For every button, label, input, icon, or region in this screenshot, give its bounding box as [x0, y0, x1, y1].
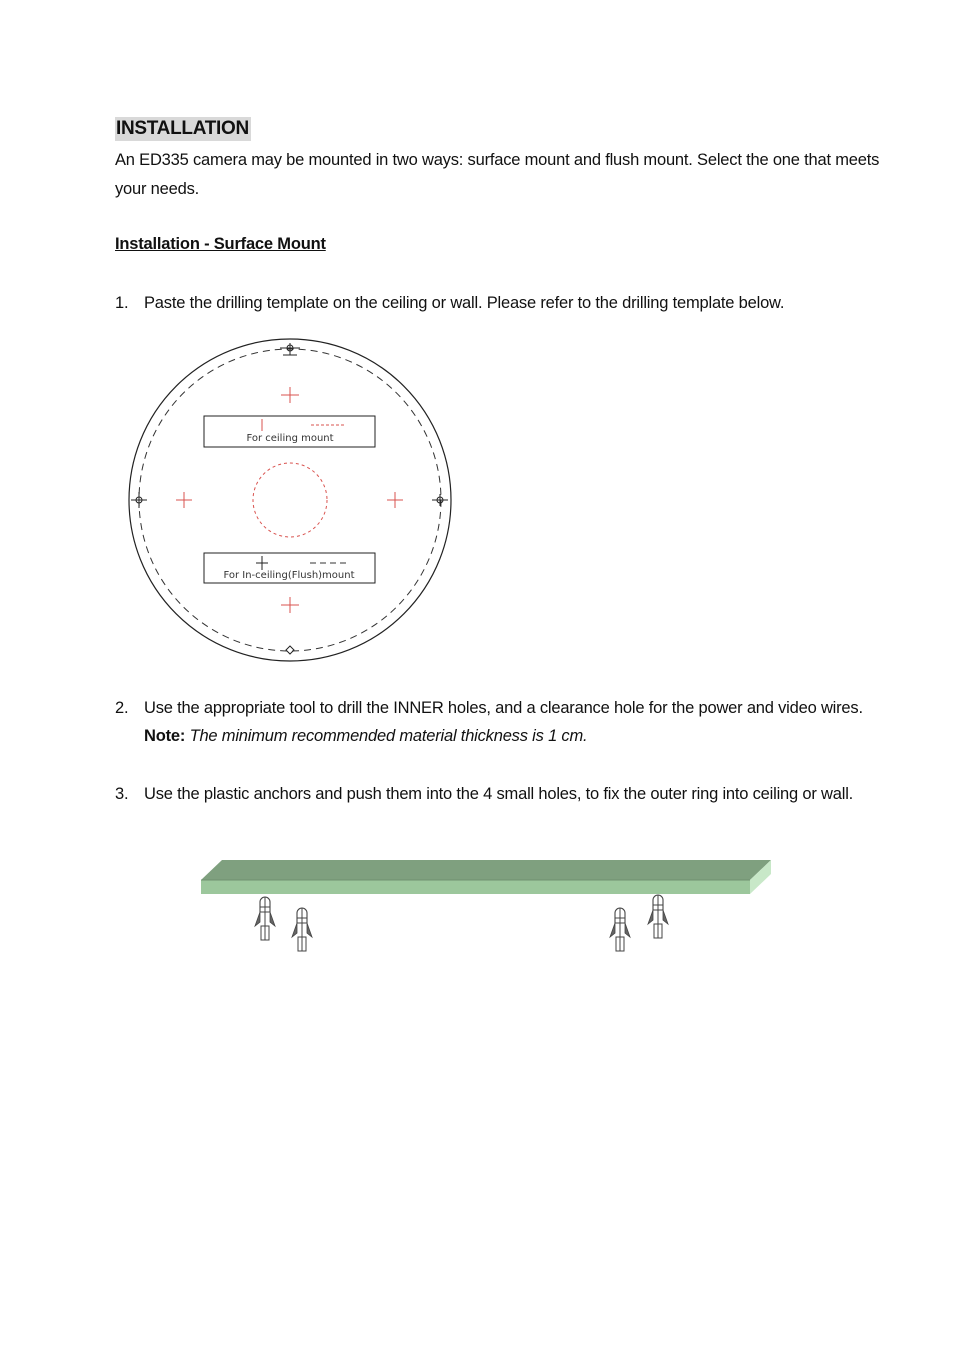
- board-top: [201, 860, 771, 880]
- flush-mount-label: For In-ceiling(Flush)mount: [223, 570, 355, 581]
- step-3: [115, 780, 895, 810]
- note-label: Note:: [144, 727, 186, 745]
- step-text: Paste the drilling template on the ceiling or wall. Please refer to the drilling template below.: [144, 294, 785, 312]
- subsection-title: Installation - Surface Mount: [115, 235, 326, 253]
- plastic-anchor-icon: [292, 908, 312, 951]
- drilling-template-diagram: [120, 335, 465, 670]
- section-title: INSTALLATION: [116, 118, 249, 139]
- plastic-anchor-icon: [610, 908, 630, 951]
- plastic-anchor-icon: [255, 897, 275, 940]
- step-number: 1.: [115, 294, 129, 312]
- step-text: Use the appropriate tool to drill the INNER holes, and a clearance hole for the power and video wires.: [144, 699, 863, 717]
- step-number: 3.: [115, 785, 129, 803]
- anchor-diagram: [195, 855, 780, 955]
- board-front: [201, 880, 750, 894]
- step-1: [115, 289, 895, 319]
- step-note: [144, 722, 587, 751]
- note-text: The minimum recommended material thickness is 1 cm.: [189, 727, 588, 745]
- intro-paragraph: An ED335 camera may be mounted in two ways: surface mount and flush mount. Select the one that meets your needs.: [115, 151, 880, 198]
- cable-hole-circle: [253, 463, 327, 537]
- step-text: Use the plastic anchors and push them into the 4 small holes, to fix the outer ring into ceiling or wall.: [144, 785, 854, 803]
- plastic-anchor-icon: [648, 895, 668, 938]
- ceiling-mount-label: For ceiling mount: [246, 433, 334, 444]
- step-2: [115, 694, 895, 754]
- step-number: 2.: [115, 699, 129, 717]
